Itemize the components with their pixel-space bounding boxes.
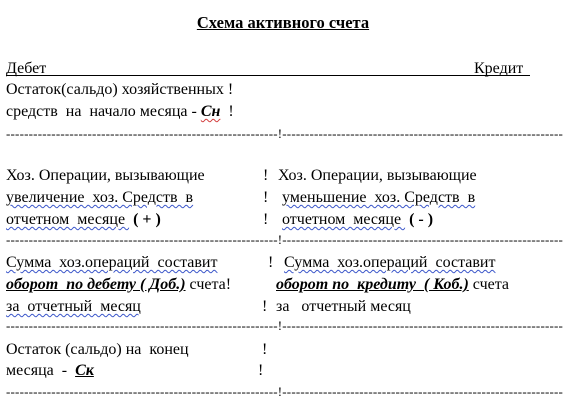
ops-separator-2: ! [263,189,269,206]
ops-right-line-2: уменьшение хоз. Средств в [282,189,476,206]
debit-turnover: оборот по дебету ( Доб.) [6,276,186,293]
sum-right-line-3: за отчетный месяц [276,298,411,315]
sum-left-line-3: за отчетный месяц [6,298,141,315]
closing-line-2 [6,361,94,380]
sum-right-line-2 [276,275,509,294]
opening-balance-sn: Сн [200,103,221,120]
opening-line-2 [6,102,234,121]
ops-left-line-3 [6,210,161,229]
separator: ! [277,384,283,399]
dash-right: -------------------------------------------------------------- [282,384,564,399]
dash-right: -------------------------------------------------------------- [282,232,564,247]
word-schet: счета [185,276,226,293]
sum-separator-3: ! [262,298,268,315]
ops-right-line-1: Хоз. Операции, вызывающие [278,167,477,184]
dash-left: ------------------------------------------------------------ [6,232,278,247]
sum-right-line-1: Сумма хоз.операций составит [284,254,496,271]
ops-left-line-1: Хоз. Операции, вызывающие [6,167,205,184]
separator: ! [228,103,234,120]
closing-separator-2: ! [258,362,264,379]
closing-line-1: Остаток (сальдо) на конец [6,341,189,358]
divider-4 [6,385,563,399]
page-title: Схема активного счета [196,13,370,32]
separator: ! [227,81,234,98]
opening-text-1: Остаток(сальдо) хозяйственных [6,81,224,98]
ops-right-line-3 [282,210,433,229]
debit-label: Дебет [6,60,47,77]
opening-line-1 [6,80,233,99]
divider-3 [6,319,563,333]
sum-left-line-2 [6,275,231,294]
credit-turnover: оборот по кредиту ( Коб.) [276,276,469,293]
closing-text-2: месяца - [6,362,76,379]
separator: ! [277,232,283,247]
divider-1 [6,127,563,141]
dash-left: ------------------------------------------------------------ [6,318,278,333]
opening-text-2: средств на начало месяца - [6,103,201,120]
ops-left-line-2: увеличение хоз. Средств в [6,189,194,206]
ops-separator-3: ! [263,211,269,228]
closing-balance-sk: Ск [75,362,94,379]
header-rule [6,75,530,76]
ops-separator-1: ! [263,167,269,184]
ops-right-text-3: отчетном месяце [282,211,406,228]
sum-separator-1: ! [268,254,274,271]
closing-separator-1: ! [262,341,268,358]
dash-left: ------------------------------------------------------------ [6,126,278,141]
dash-left: ------------------------------------------------------------ [6,384,278,399]
ops-left-text-3: отчетном месяце [6,211,130,228]
separator: ! [277,126,283,141]
dash-right: -------------------------------------------------------------- [282,318,564,333]
minus-sign: ( - ) [409,211,434,228]
credit-label: Кредит [474,60,524,77]
divider-2 [6,233,563,247]
separator: ! [225,276,232,293]
plus-sign: ( + ) [133,211,161,228]
word-schet: счета [468,276,510,293]
dash-right: -------------------------------------------------------------- [282,126,564,141]
separator: ! [277,318,283,333]
sum-left-line-1: Сумма хоз.операций составит [6,254,218,271]
